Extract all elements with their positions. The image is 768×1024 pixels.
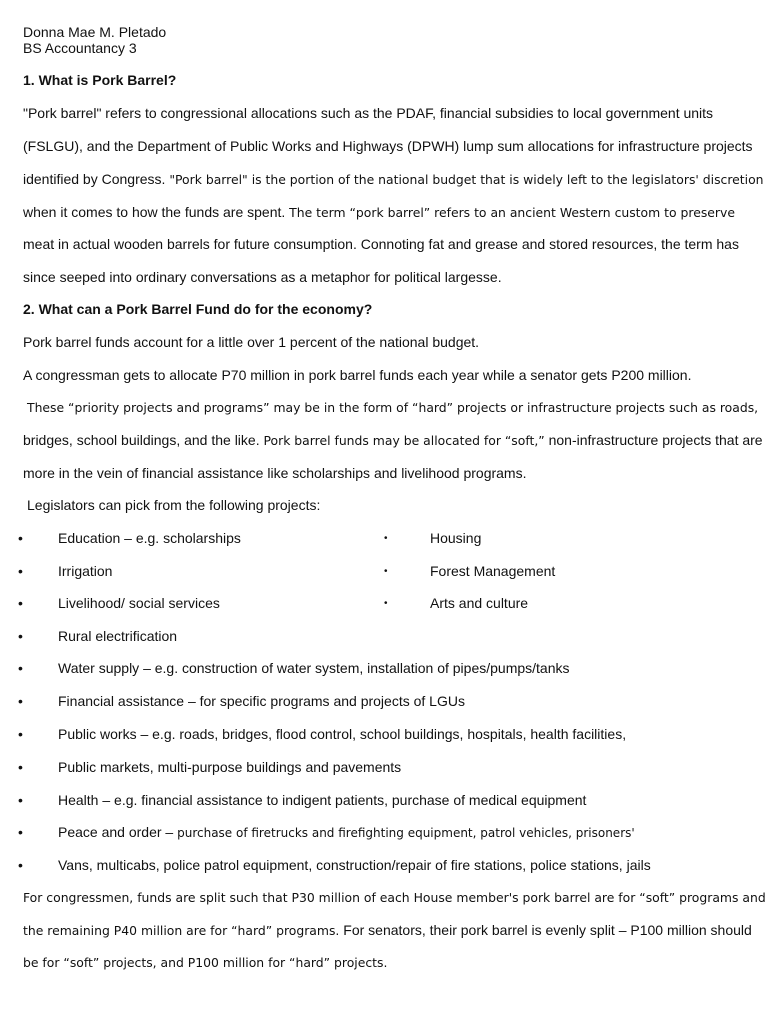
closing-text-segment: For senators, their pork barrel is evenly split – P100 million should <box>343 922 752 938</box>
q2-paragraph-line <box>23 432 763 449</box>
bullet-icon: • <box>18 563 23 579</box>
bullet-icon: • <box>384 533 388 544</box>
closing-paragraph-line: For congressmen, funds are split such that P30 million of each House member's pork barrel are for “soft” programs and <box>23 890 766 905</box>
q1-text-segment: "Pork barrel" is the portion of the national budget that is widely left to the legislators' discretion <box>169 172 764 187</box>
list-item-label: Rural electrification <box>58 628 178 644</box>
closing-paragraph-line <box>23 922 752 939</box>
author-course: BS Accountancy 3 <box>23 40 137 56</box>
bullet-icon: • <box>18 595 23 611</box>
q1-text-segment: when it comes to how the funds are spent. <box>23 204 286 220</box>
q2-text-segment: bridges, school buildings, and the like. <box>23 432 260 448</box>
q1-paragraph-line <box>23 204 735 221</box>
list-item-label: Public markets, multi-purpose buildings and pavements <box>58 759 402 775</box>
list-item-label: Vans, multicabs, police patrol equipment, construction/repair of fire stations, police stations, jails <box>58 857 651 873</box>
list-item-label: Livelihood/ social services <box>58 595 220 611</box>
list-item-label: Water supply – e.g. construction of water system, installation of pipes/pumps/tanks <box>58 660 570 676</box>
list-item-label: Arts and culture <box>430 595 529 611</box>
bullet-icon: • <box>384 598 388 609</box>
list-item-label <box>58 824 635 841</box>
question-1-heading: 1. What is Pork Barrel? <box>23 72 177 88</box>
q1-paragraph-line: (FSLGU), and the Department of Public Works and Highways (DPWH) lump sum allocations for infrastructure projects <box>23 138 753 154</box>
list-item-label: Forest Management <box>430 563 556 579</box>
bullet-icon: • <box>18 857 23 873</box>
question-2-heading: 2. What can a Pork Barrel Fund do for the economy? <box>23 301 373 317</box>
bullet-icon: • <box>18 693 23 709</box>
bullet-icon: • <box>18 824 23 840</box>
q2-paragraph-line: A congressman gets to allocate P70 million in pork barrel funds each year while a senator gets P200 million. <box>23 367 692 383</box>
q2-paragraph-line: Pork barrel funds account for a little over 1 percent of the national budget. <box>23 334 480 350</box>
q1-paragraph-line <box>23 171 764 188</box>
q2-paragraph-line: These “priority projects and programs” may be in the form of “hard” projects or infrastructure projects such as roads, <box>27 400 759 415</box>
q2-paragraph-line: Legislators can pick from the following projects: <box>27 497 321 513</box>
list-item-text-segment: purchase of firetrucks and firefighting equipment, patrol vehicles, prisoners' <box>177 826 635 840</box>
q1-text-segment: The term “pork barrel” refers to an ancient Western custom to preserve <box>289 205 735 220</box>
bullet-icon: • <box>18 759 23 775</box>
q1-text-segment: identified by Congress. <box>23 171 166 187</box>
q2-paragraph-line: more in the vein of financial assistance like scholarships and livelihood programs. <box>23 465 527 481</box>
q1-paragraph-line: "Pork barrel" refers to congressional allocations such as the PDAF, financial subsidies to local government units <box>23 105 714 121</box>
bullet-icon: • <box>18 792 23 808</box>
list-item-label: Irrigation <box>58 563 113 579</box>
q1-paragraph-line: meat in actual wooden barrels for future consumption. Connoting fat and grease and stored resources, the term has <box>23 236 739 252</box>
list-item-label: Financial assistance – for specific programs and projects of LGUs <box>58 693 465 709</box>
bullet-icon: • <box>18 628 23 644</box>
closing-text-segment: the remaining P40 million are for “hard” programs. <box>23 923 340 938</box>
closing-paragraph-line: be for “soft” projects, and P100 million for “hard” projects. <box>23 955 388 970</box>
q1-paragraph-line: since seeped into ordinary conversations as a metaphor for political largesse. <box>23 269 502 285</box>
list-item-label: Health – e.g. financial assistance to indigent patients, purchase of medical equipment <box>58 792 587 808</box>
list-item-label: Housing <box>430 530 482 546</box>
author-name: Donna Mae M. Pletado <box>23 24 167 40</box>
bullet-icon: • <box>18 530 23 546</box>
q2-text-segment: Pork barrel funds may be allocated for “soft,” <box>263 433 545 448</box>
bullet-icon: • <box>384 566 388 577</box>
list-item-label: Education – e.g. scholarships <box>58 530 241 546</box>
list-item-label: Public works – e.g. roads, bridges, flood control, school buildings, hospitals, health facilities, <box>58 726 627 742</box>
bullet-icon: • <box>18 660 23 676</box>
list-item-text-segment: Peace and order – <box>58 824 174 840</box>
bullet-icon: • <box>18 726 23 742</box>
q2-text-segment: non-infrastructure projects that are <box>548 432 763 448</box>
